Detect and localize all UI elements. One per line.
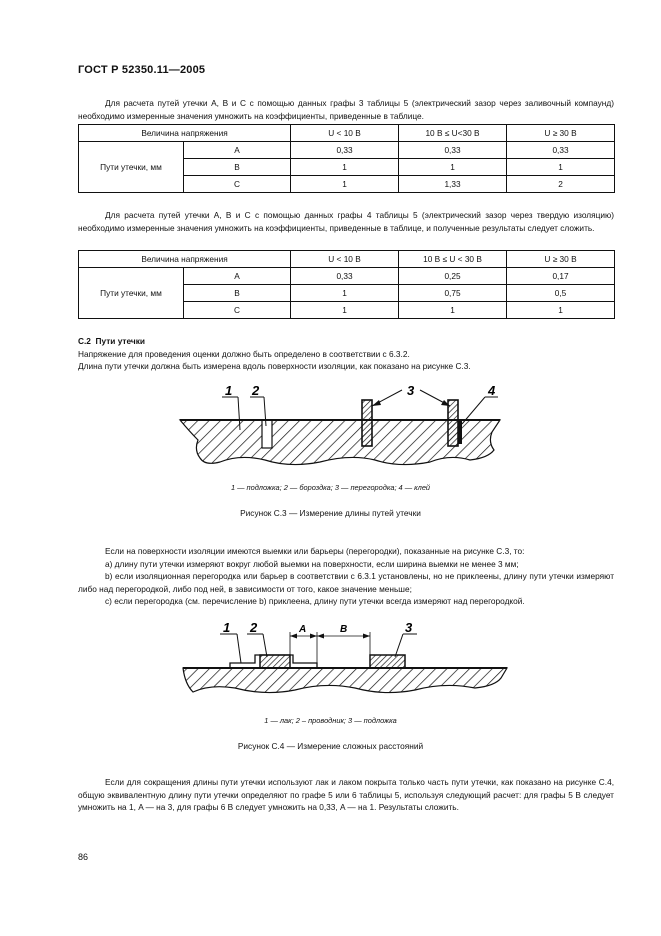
table-cell: 0,17 xyxy=(507,268,615,285)
conductor-shape xyxy=(370,655,405,668)
voltage-header: Величина напряжения xyxy=(79,125,291,142)
coefficient-table-2 xyxy=(78,250,615,319)
table-cell: 1 xyxy=(399,159,507,176)
row-header: Пути утечки, мм xyxy=(79,268,184,319)
coefficient-table-1 xyxy=(78,124,615,193)
page-number: 86 xyxy=(78,852,89,862)
barrier-shape xyxy=(448,400,458,446)
table-header-row xyxy=(79,125,615,142)
figure-c4-caption: Рисунок С.4 — Измерение сложных расстояний xyxy=(237,741,424,751)
paragraph-4: Если для сокращения длины пути утечки используют лак и лаком покрыта только часть пути утечки, как показано на рисунке С.4, общую эквивалентную длину пути утечки определяют по графе 5 или 6 таблицы 5, используя следующий расчет: для графы 5 В следует умножить на 1, A — на 3, для графы 6 В следует умножить на 0,33, A — на 1. Результаты сложить. xyxy=(78,777,614,813)
table-cell: 1 xyxy=(291,302,399,319)
figure-c3-caption: Рисунок С.3 — Измерение длины путей утечки xyxy=(240,508,421,518)
row-header: Пути утечки, мм xyxy=(79,142,184,193)
table-cell: 1 xyxy=(291,176,399,193)
barrier-shape xyxy=(362,400,372,446)
column-header: U ≥ 30 В xyxy=(507,125,615,142)
substrate-shape xyxy=(183,668,507,693)
table-cell: 1 xyxy=(507,302,615,319)
label-2: 2 xyxy=(252,383,260,398)
table-cell: 1 xyxy=(507,159,615,176)
section-c2: С.2 Пути утечки Напряжение для проведения оценки должно быть определено в соответствии с 6.3.2. Длина пути утечки должна быть измерена вдоль поверхности изоляции, как показано на рисунке С.3. xyxy=(78,335,614,373)
groove-shape xyxy=(262,420,272,448)
table-row xyxy=(79,268,615,285)
figure-c3-legend: 1 — подложка; 2 — бороздка; 3 — перегородка; 4 — клей xyxy=(230,483,431,492)
table-cell: 1 xyxy=(399,302,507,319)
dimension-a: A xyxy=(299,624,307,635)
table-cell: 1 xyxy=(291,285,399,302)
table-cell: 0,33 xyxy=(291,268,399,285)
document-header: ГОСТ Р 52350.11—2005 xyxy=(78,64,206,76)
table-cell: 2 xyxy=(507,176,615,193)
paragraph-2: Для расчета путей утечки A, B и C с помощью данных графы 4 таблицы 5 (электрический зазор через твердую изоляцию) необходимо измеренные значения умножить на коэффициенты, приведенные в таблице, и полученные результаты следует сложить. xyxy=(78,210,614,233)
row-label: A xyxy=(184,142,291,159)
figure-c4-legend: 1 — лак; 2 – проводник; 3 — подложка xyxy=(264,716,397,725)
dimension-b: B xyxy=(340,624,348,635)
row-label: B xyxy=(184,285,291,302)
conductor-shape xyxy=(260,655,290,668)
table-cell: 0,25 xyxy=(399,268,507,285)
label-1: 1 xyxy=(225,383,233,398)
table-cell: 0,5 xyxy=(507,285,615,302)
voltage-header: Величина напряжения xyxy=(79,251,291,268)
table-cell: 0,33 xyxy=(291,142,399,159)
column-header: U ≥ 30 В xyxy=(507,251,615,268)
column-header: U < 10 В xyxy=(291,125,399,142)
row-label: C xyxy=(184,176,291,193)
table-row xyxy=(79,142,615,159)
row-label: A xyxy=(184,268,291,285)
figure-c4-diagram xyxy=(175,612,515,707)
row-label: B xyxy=(184,159,291,176)
table-cell: 0,75 xyxy=(399,285,507,302)
column-header: U < 10 В xyxy=(291,251,399,268)
figure-c3-diagram xyxy=(170,380,510,480)
column-header: 10 В ≤ U < 30 В xyxy=(399,251,507,268)
row-label: C xyxy=(184,302,291,319)
glue-shape xyxy=(458,420,462,444)
label-2: 2 xyxy=(250,620,258,635)
table-header-row xyxy=(79,251,615,268)
label-3: 3 xyxy=(405,620,413,635)
paragraph-3: Если на поверхности изоляции имеются выемки или барьеры (перегородки), показанные на рисунке С.3, то: а) длину пути утечки измеряют вокруг любой выемки на поверхности, если ширина выемки не менее 3 мм; b) если изоляционная перегородка или барьер в соответствии с 6.3.1 установлены, но не приклеены, длину пути утечки измеряют либо над перегородкой, либо под ней, в зависимости от того, какое значение меньше; c) если перегородка (см. перечисление b) приклеена, длину пути утечки всегда измеряют над перегородкой. xyxy=(78,546,614,607)
column-header: 10 В ≤ U<30 В xyxy=(399,125,507,142)
table-cell: 0,33 xyxy=(507,142,615,159)
table-cell: 1 xyxy=(291,159,399,176)
label-1: 1 xyxy=(223,620,231,635)
table-cell: 0,33 xyxy=(399,142,507,159)
paragraph-1: Для расчета путей утечки A, B и C с помощью данных графы 3 таблицы 5 (электрический зазор через заливочный компаунд) необходимо измеренные значения умножить на коэффициенты, приведенные в таблице. xyxy=(78,98,614,121)
label-3: 3 xyxy=(407,383,415,398)
label-4: 4 xyxy=(488,383,496,398)
section-heading: С.2 Пути утечки xyxy=(78,336,145,346)
table-cell: 1,33 xyxy=(399,176,507,193)
